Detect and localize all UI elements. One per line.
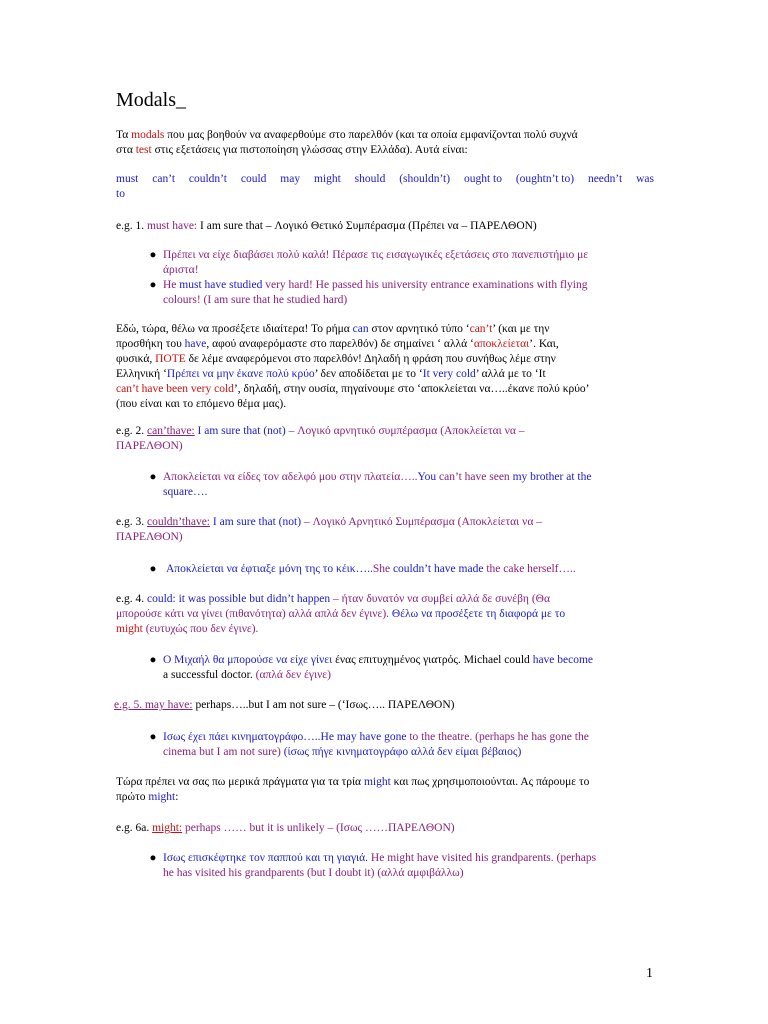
modal-list-item: can’t <box>152 173 176 185</box>
text: Τώρα πρέπει να σας πω μερικά πράγματα για τα τρία <box>116 776 364 788</box>
example-label: e.g. 5. <box>114 699 145 711</box>
text: I am sure that – Λογικό Θετικό Συμπέρασμα (Πρέπει να – ΠΑΡΕΛΘΟΝ) <box>197 220 537 232</box>
page-number: 1 <box>646 966 653 981</box>
text: ΠΑΡΕΛΘΟΝ) <box>116 440 183 452</box>
modal-phrase: can’t have been <box>116 383 188 395</box>
english-phrase: It very cold <box>422 368 476 380</box>
text: ΠΑΡΕΛΘΟΝ) <box>116 531 183 543</box>
example-label: e.g. 6a. <box>116 822 153 834</box>
text: my brother at the <box>509 471 592 483</box>
modal-list-item: might <box>313 173 341 185</box>
modal-couldnt-have: couldn’thave: <box>146 516 211 528</box>
text: (απλά δεν έγινε) <box>255 669 331 681</box>
text: ’ δεν αποδίδεται με το ‘ <box>314 368 423 380</box>
modal-phrase: have become <box>529 654 594 666</box>
modal-phrase: couldn’t have made <box>392 563 484 575</box>
text: ’, δηλαδή, στην ουσία, πηγαίνουμε στο ‘αποκλείεται να…..έκανε πολύ κρύο’ <box>233 383 590 395</box>
modal-list-item: needn’t <box>587 173 623 185</box>
text: ’ (και με την <box>492 323 550 335</box>
keyword-can: can <box>352 323 369 335</box>
text: μπορούσε κάτι να γίνει (πιθανότητα) αλλά απλά δεν έγινε). <box>116 608 392 620</box>
modal-list-item: should <box>354 173 386 185</box>
keyword-apokleietai: αποκλείεται <box>473 338 530 350</box>
text: colours! (I am sure that he studied hard) <box>163 294 348 306</box>
text: perhaps…..but I am not sure – (‘Ισως….. ΠΑΡΕΛΘΟΝ) <box>192 699 455 711</box>
text: Ελληνική ‘ <box>116 368 167 380</box>
text: : <box>175 791 179 803</box>
example-3-bullet-1 <box>166 562 656 577</box>
bullet-icon: ● <box>149 279 157 291</box>
modal-list-item: (oughtn’t to) <box>515 173 575 185</box>
keyword-cant: can’t <box>469 323 493 335</box>
might-intro <box>116 775 654 805</box>
text: Θέλω να προσέξετε τη διαφορά με το <box>391 608 566 620</box>
text: his grandparents. (perhaps <box>472 852 597 864</box>
text: στα <box>116 144 136 156</box>
example-2-heading <box>116 424 654 454</box>
text: cinema but I am not sure) <box>163 746 284 758</box>
modal-could: could: <box>146 593 176 605</box>
bullet-icon: ● <box>149 563 157 575</box>
modal-list <box>116 172 654 202</box>
note-paragraph <box>116 322 654 412</box>
modal-list-item: (shouldn’t) <box>399 173 451 185</box>
text: φυσικά, <box>116 353 156 365</box>
intro-line-2 <box>116 143 654 158</box>
text: , αφού αναφερόμαστε στο παρελθόν) δε σημαίνει ‘ αλλά ‘ <box>206 338 474 350</box>
modal-list-item: may <box>280 173 301 185</box>
example-4-bullet-1 <box>163 653 653 683</box>
text: – ήταν δυνατόν να συμβεί αλλά δε συνέβη (Θα <box>330 593 550 605</box>
text: που μας βοηθούν να αναφερθούμε στο παρελθόν (και τα οποία εμφανίζονται πολύ συχνά <box>164 129 578 141</box>
modal-list-item: must <box>116 173 139 185</box>
modal-may-have: may have: <box>144 699 193 711</box>
example-label: e.g. 2. <box>116 425 147 437</box>
text: You <box>417 471 440 483</box>
text: the cake herself….. <box>483 563 576 575</box>
text: (ευτυχώς που δεν έγινε). <box>142 623 259 635</box>
modal-list-item: could <box>240 173 267 185</box>
text: He <box>320 731 337 743</box>
greek-sentence: Ισως έχει πάει κινηματογράφο….. <box>163 731 321 743</box>
example-3-heading <box>116 515 654 545</box>
text: I am sure that (not) <box>210 516 304 528</box>
english-phrase: very cold <box>187 383 234 395</box>
modal-list-item: couldn’t <box>188 173 227 185</box>
example-6a-heading <box>116 821 654 836</box>
text: και πως χρησιμοποιούνται. Ας πάρουμε το <box>390 776 590 788</box>
example-5-bullet-1 <box>163 730 653 760</box>
bullet-icon: ● <box>149 249 157 261</box>
example-6a-bullet-1 <box>163 851 653 881</box>
greek-sentence: Αποκλείεται να είδες τον αδελφό μου στην πλατεία….. <box>163 471 418 483</box>
bullet-icon: ● <box>149 654 157 666</box>
modal-phrase: may have gone <box>336 731 407 743</box>
text: Εδώ, τώρα, θέλω να προσέξετε ιδιαίτερα! Το ρήμα <box>116 323 353 335</box>
bullet-icon: ● <box>149 852 157 864</box>
keyword-might: might <box>363 776 391 788</box>
text: a successful doctor. <box>163 669 256 681</box>
keyword-might: might <box>116 623 143 635</box>
text: πρώτο <box>116 791 149 803</box>
keyword-test: test <box>135 144 152 156</box>
example-4-heading <box>116 592 654 637</box>
modal-cant-have: can’thave: <box>146 425 195 437</box>
text: perhaps …… but it is unlikely – (Ισως ……ΠΑΡΕΛΘΟΝ) <box>182 822 455 834</box>
text: – Λογικό Αρνητικό Συμπέρασμα (Αποκλείεται να – <box>303 516 542 528</box>
text: He <box>163 279 180 291</box>
keyword-modals: modals <box>131 129 165 141</box>
modal-list-wrap: to <box>116 188 125 200</box>
text: I am sure that (not) <box>194 425 289 437</box>
text: στον αρνητικό τύπο ‘ <box>368 323 470 335</box>
text: ’ αλλά με το ‘It <box>475 368 546 380</box>
modal-phrase: must have studied <box>179 279 263 291</box>
example-2-bullet-1 <box>163 470 653 500</box>
greek-phrase: Πρέπει να μην έκανε πολύ κρύο <box>166 368 315 380</box>
modal-list-row <box>116 172 654 187</box>
text: ’. Και, <box>529 338 559 350</box>
greek-sentence: Αποκλείεται να έφτιαξε μόνη της το κέικ….. <box>166 563 373 575</box>
text: to the theatre. (perhaps he has gone the <box>406 731 589 743</box>
text: – Λογικό αρνητικό συμπέρασμα (Αποκλείεται να – <box>288 425 525 437</box>
greek-phrase: Ο Μιχαήλ θα μπορούσε να είχε γίνει <box>163 654 333 666</box>
text: it was possible but didn’t happen <box>175 593 331 605</box>
keyword-pote: ΠΟΤΕ <box>155 353 186 365</box>
text: άριστα! <box>163 264 199 276</box>
text: προσθήκη του <box>116 338 185 350</box>
example-label: e.g. 3. <box>116 516 147 528</box>
modal-phrase: can’t have seen <box>439 471 510 483</box>
example-label: e.g. 4. <box>116 593 147 605</box>
modal-list-item: was <box>636 173 654 185</box>
bullet-icon: ● <box>149 731 157 743</box>
text: Πρέπει να είχε διαβάσει πολύ καλά! Πέρασε τις εισαγωγικές εξετάσεις στο πανεπιστήμιο με <box>163 249 589 261</box>
example-5-heading <box>114 698 652 713</box>
keyword-might: might <box>148 791 176 803</box>
text: δε λέμε αναφερόμενοι στο παρελθόν! Δηλαδή η φράση που συνήθως λέμε στην <box>185 353 556 365</box>
greek-sentence: Ισως επισκέφτηκε τον παππού και τη γιαγιά. <box>163 852 369 864</box>
keyword-have: have <box>184 338 207 350</box>
text: (αλλά αμφιβάλλω) <box>377 867 464 879</box>
text: he has visited his grandparents (but I doubt it) <box>163 867 378 879</box>
text: She <box>372 563 393 575</box>
text: στις εξετάσεις για πιστοποίηση γλώσσας στην Ελλάδα). Αυτά είναι: <box>151 144 468 156</box>
modal-phrase: might have visited <box>387 852 473 864</box>
text: Τα <box>116 129 132 141</box>
text: (που είναι και το επόμενο θέμα μας). <box>116 398 287 410</box>
keyword-could: could <box>504 654 530 666</box>
intro-line-1 <box>116 128 654 143</box>
bullet-icon: ● <box>149 471 157 483</box>
modal-might: might: <box>152 822 183 834</box>
text: ένας επιτυχημένος γιατρός. Michael <box>332 654 505 666</box>
text: (ίσως πήγε κινηματογράφο αλλά δεν είμαι βέβαιος) <box>283 746 522 758</box>
text: He <box>368 852 388 864</box>
text: very hard! He passed his university entrance examinations with flying <box>262 279 588 291</box>
modal-list-item: ought to <box>463 173 502 185</box>
text: square…. <box>163 486 208 498</box>
page-title: Modals_ <box>116 89 186 111</box>
modal-must-have: must have: <box>146 220 198 232</box>
example-label: e.g. 1. <box>116 220 147 232</box>
example-1-bullet-2 <box>163 278 653 308</box>
example-1-heading <box>116 219 654 234</box>
example-1-bullet-1 <box>163 248 653 278</box>
